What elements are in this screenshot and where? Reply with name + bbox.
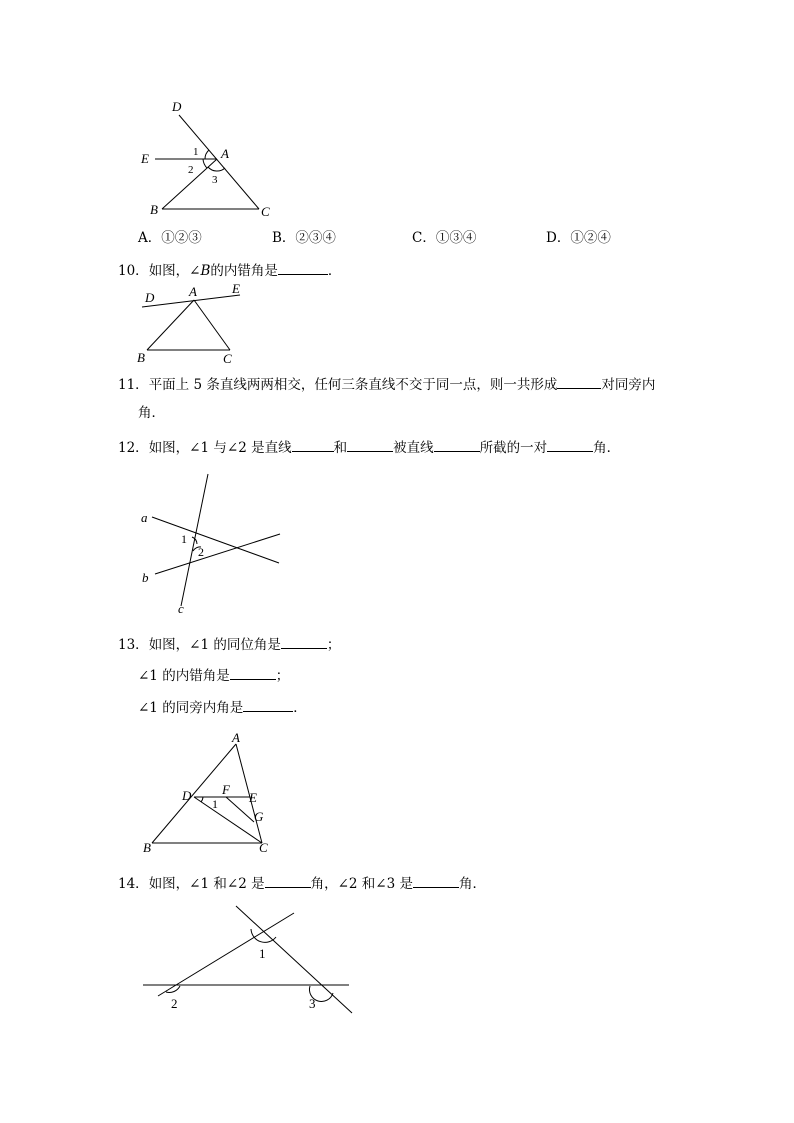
q10-line-AC	[194, 300, 230, 350]
q9-option-a-letter: A．	[138, 230, 162, 246]
q13-label-C: C	[259, 840, 268, 855]
q11-post: 对同旁内	[601, 377, 656, 393]
q13-end1: ；	[326, 637, 341, 653]
q10-label-B: B	[137, 350, 145, 365]
q13-blank-3[interactable]	[243, 697, 293, 712]
q9-option-b-letter: B．	[272, 230, 296, 246]
q13-line3-text: ∠1 的同旁内角是	[138, 700, 244, 716]
q13-label-F: F	[222, 782, 230, 797]
q13-end2: ；	[275, 668, 290, 684]
q10-number: 10．	[118, 263, 149, 279]
q12-t4: 所截的一对	[479, 440, 548, 456]
q10-line-AB	[147, 300, 194, 350]
q10-text	[118, 260, 341, 280]
q13-number: 13．	[118, 637, 149, 653]
q9-option-d-text: ①②④	[570, 230, 611, 246]
q14-line-right	[236, 906, 352, 1013]
q12-figure	[136, 470, 286, 615]
q9-label-2: 2	[188, 164, 194, 176]
q14-label-3: 3	[309, 996, 316, 1011]
q14-blank-1[interactable]	[265, 873, 311, 888]
q9-arc-3	[208, 167, 225, 171]
q14-t3: 角．	[458, 876, 486, 892]
q14-label-2: 2	[171, 996, 178, 1011]
q13-blank-1[interactable]	[281, 634, 327, 649]
q14-figure	[136, 900, 360, 1018]
q13-arc-1	[201, 797, 203, 802]
q9-line-DC	[179, 115, 259, 209]
q10-label-C: C	[223, 351, 232, 366]
q11-number: 11．	[118, 377, 149, 393]
q10-figure	[132, 280, 252, 368]
q12-text	[118, 437, 620, 457]
q13-blank-2[interactable]	[230, 665, 276, 680]
q9-label-3: 3	[212, 174, 218, 186]
q12-label-b: b	[142, 570, 149, 585]
q9-option-d-letter: D．	[546, 230, 571, 246]
q11-text	[118, 374, 655, 394]
q10-answer-blank[interactable]	[278, 260, 328, 275]
q13-line2	[138, 665, 289, 685]
q13-line3	[138, 697, 307, 717]
q9-option-c-text: ①③④	[435, 230, 477, 246]
q12-number: 12．	[118, 440, 149, 456]
q12-label-2: 2	[198, 545, 204, 559]
q13-end3: ．	[293, 700, 307, 716]
q14-line-left	[158, 913, 294, 996]
q13-line2-text: ∠1 的内错角是	[138, 668, 230, 684]
q13-line1-text: 如图，∠1 的同位角是	[148, 637, 281, 653]
q14-text	[118, 873, 486, 893]
q14-label-1: 1	[259, 946, 266, 961]
q12-t5: 角．	[593, 440, 621, 456]
q10-pre: 如图，∠	[148, 263, 201, 279]
q11-line2: 角．	[138, 405, 165, 421]
q12-label-1: 1	[181, 532, 187, 546]
q12-label-a: a	[141, 510, 148, 525]
q12-t1: 如图，∠1 与∠2 是直线	[148, 440, 292, 456]
q9-figure	[130, 92, 290, 224]
q13-label-E: E	[249, 790, 257, 805]
q9-label-E: E	[141, 151, 149, 166]
q9-option-a[interactable]	[138, 229, 202, 247]
q14-t1: 如图，∠1 和∠2 是	[148, 876, 265, 892]
q12-label-c: c	[178, 601, 184, 615]
q12-blank-1[interactable]	[292, 437, 334, 452]
q12-blank-3[interactable]	[434, 437, 480, 452]
q9-option-a-text: ①②③	[161, 230, 202, 246]
q9-label-D: D	[172, 99, 182, 114]
q9-label-C: C	[261, 204, 270, 219]
q13-label-B: B	[143, 840, 151, 855]
q12-t3: 被直线	[393, 440, 434, 456]
q12-blank-4[interactable]	[547, 437, 593, 452]
q9-option-b[interactable]	[272, 229, 336, 247]
q13-label-A: A	[232, 730, 240, 745]
q9-option-b-text: ②③④	[295, 230, 336, 246]
q10-label-D: D	[145, 290, 155, 305]
q14-blank-2[interactable]	[413, 873, 459, 888]
q9-option-c-letter: C．	[412, 230, 436, 246]
q9-option-c[interactable]	[412, 229, 476, 247]
q9-label-A: A	[221, 146, 229, 161]
q9-arc-1	[205, 150, 209, 159]
q10-label-E: E	[232, 281, 240, 296]
q9-label-B: B	[150, 202, 158, 217]
q9-label-1: 1	[193, 146, 199, 158]
q13-line1	[118, 634, 340, 654]
q13-label-D: D	[182, 788, 192, 803]
q12-t2: 和	[333, 440, 348, 456]
q11-answer-blank[interactable]	[557, 374, 601, 389]
q13-label-G: G	[254, 809, 264, 824]
q13-label-1: 1	[212, 797, 218, 811]
q13-figure	[136, 726, 286, 858]
q12-line-b	[155, 534, 280, 574]
q10-label-A: A	[189, 284, 197, 299]
q12-blank-2[interactable]	[347, 437, 393, 452]
q10-var: B	[200, 263, 211, 279]
q10-post: 的内错角是	[210, 263, 278, 279]
q9-arc-2	[203, 159, 207, 168]
q10-end: ．	[327, 263, 342, 279]
q14-t2: 角，∠2 和∠3 是	[310, 876, 413, 892]
q14-number: 14．	[118, 876, 149, 892]
q9-option-d[interactable]	[546, 229, 611, 247]
q11-pre: 平面上 5 条直线两两相交，任何三条直线不交于同一点，则一共形成	[148, 377, 558, 393]
